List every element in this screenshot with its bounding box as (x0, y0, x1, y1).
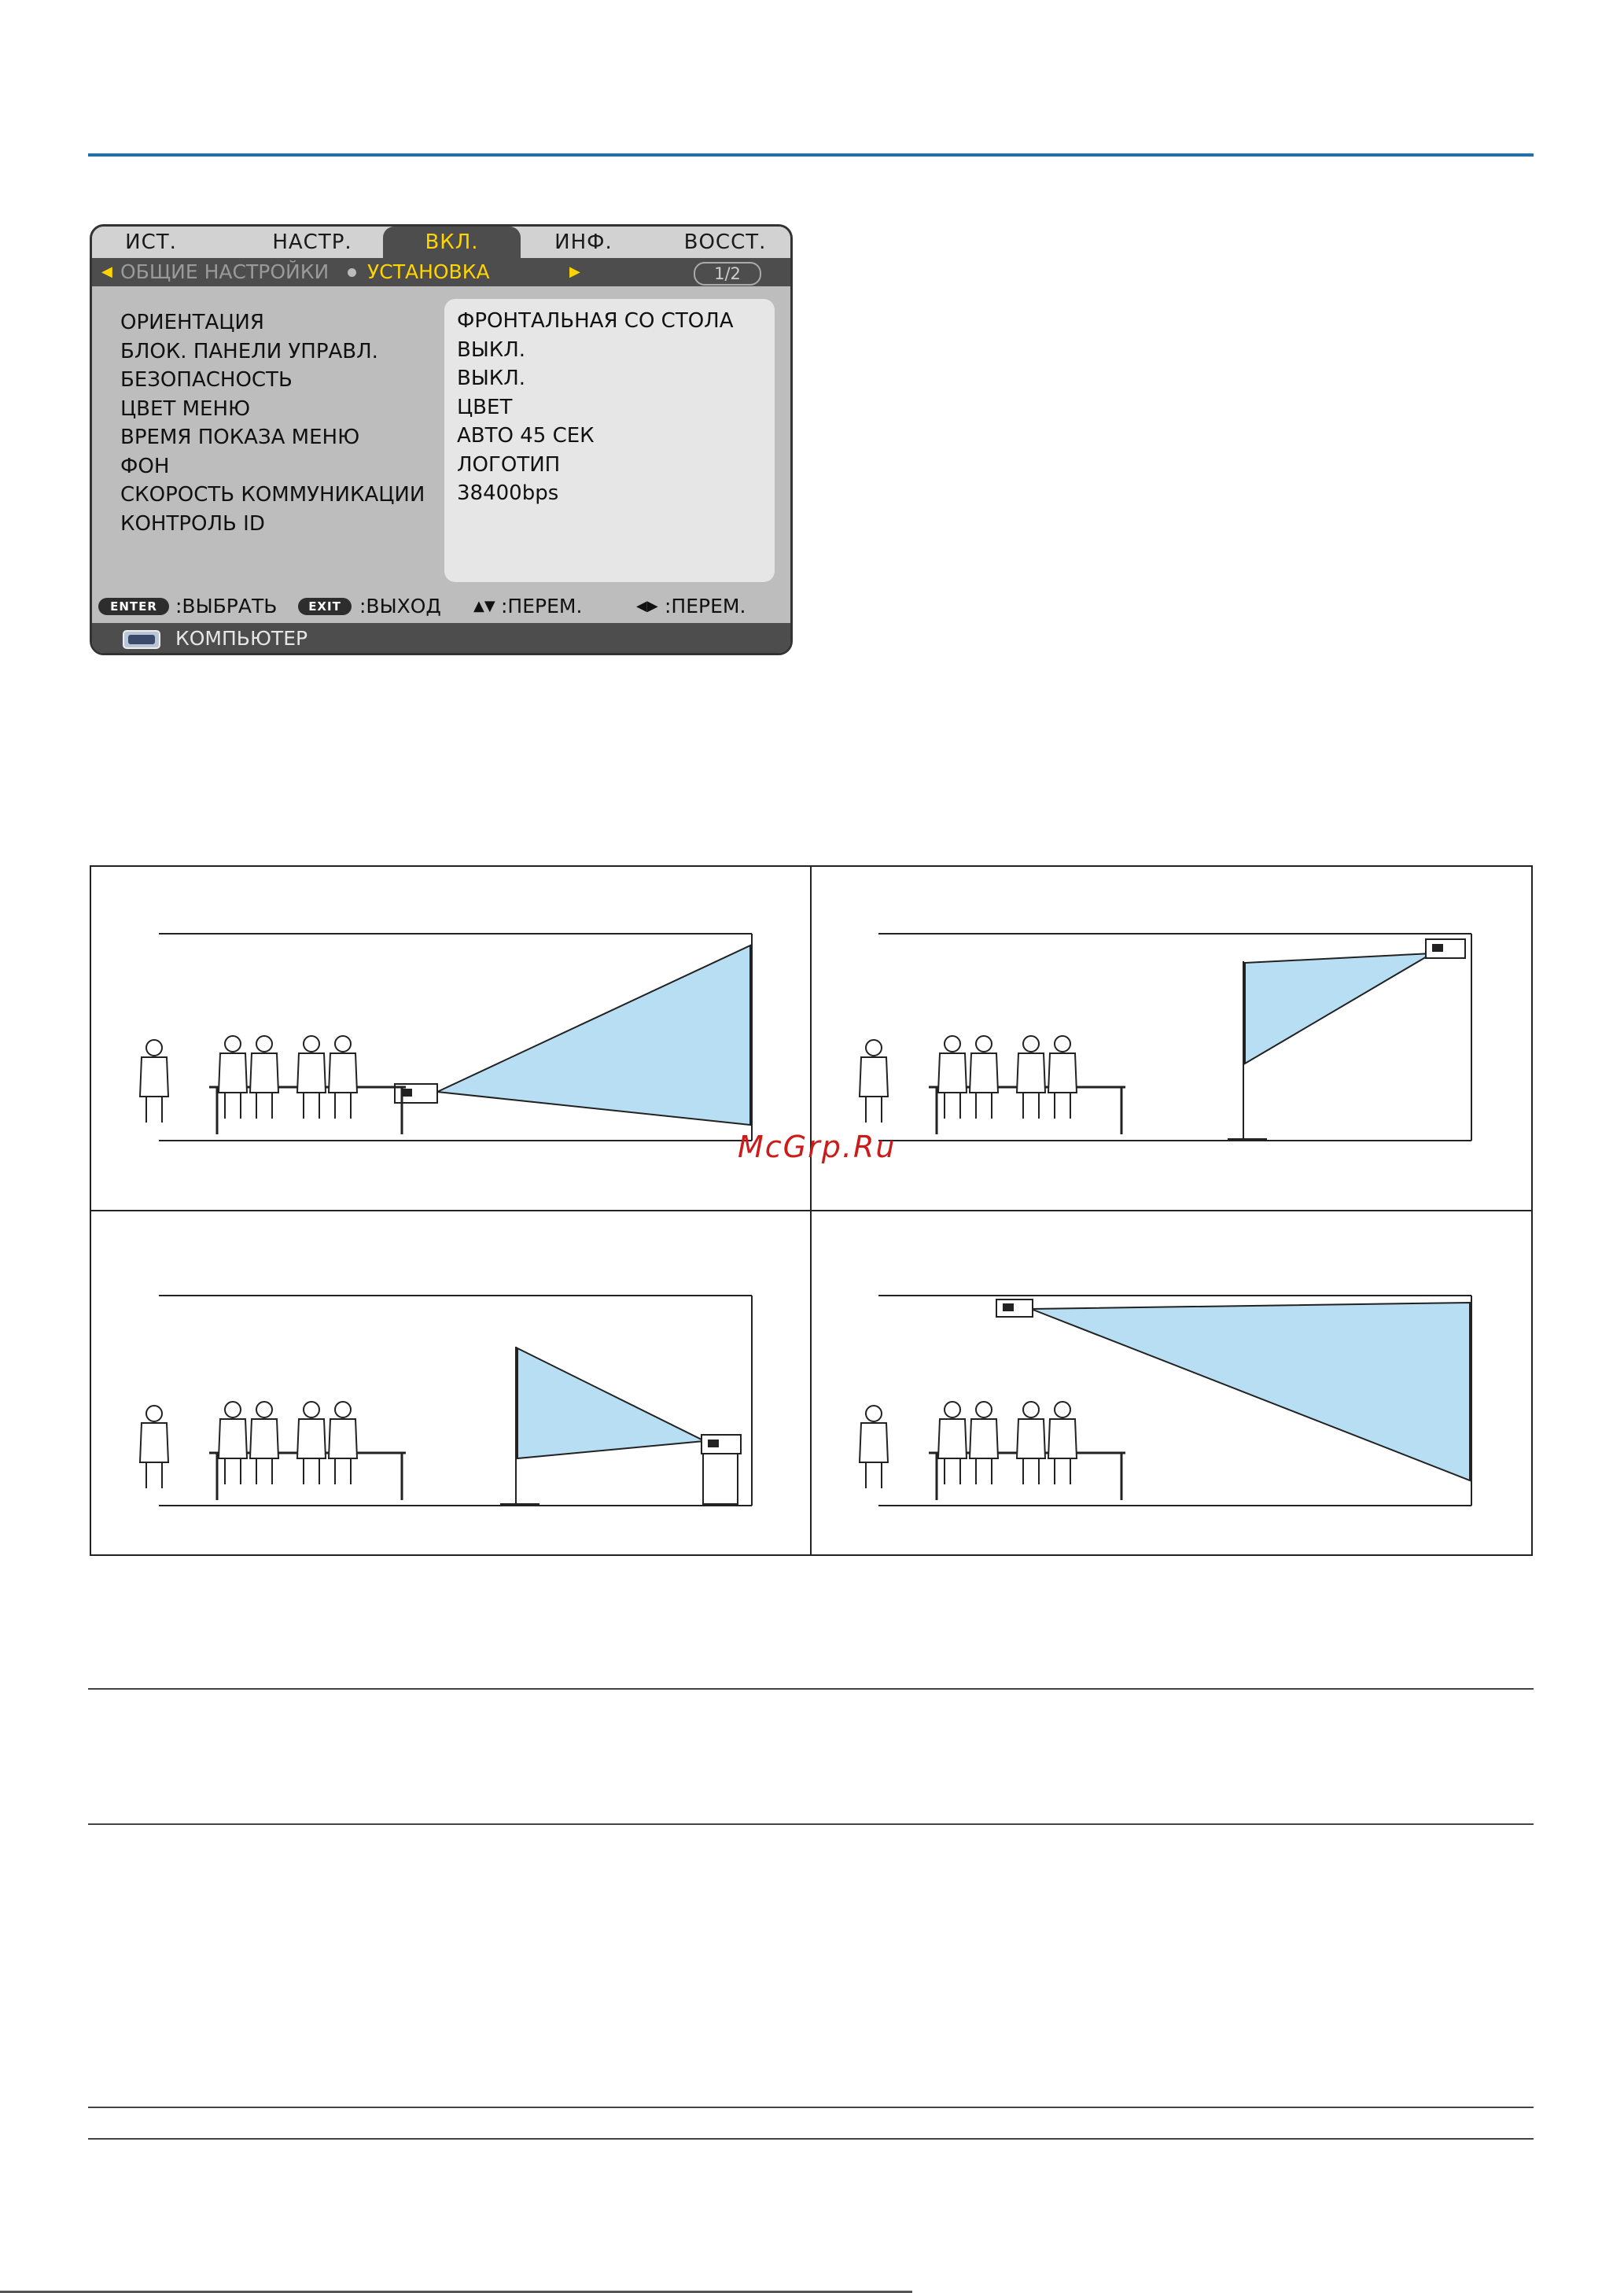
osd-item-value[interactable]: ЛОГОТИП (457, 452, 561, 477)
subtab-left-arrow-icon[interactable]: ◀ (101, 264, 112, 280)
subtab-installation[interactable]: УСТАНОВКА (367, 260, 490, 283)
osd-item-value[interactable]: ЦВЕТ (457, 395, 513, 419)
tab-source[interactable]: ИСТ. (125, 230, 177, 254)
osd-item-value[interactable] (444, 508, 775, 537)
osd-item-value[interactable]: ВЫКЛ. (457, 367, 526, 390)
help-move-vertical: :ПЕРЕМ. (501, 595, 583, 617)
source-label: КОМПЬЮТЕР (175, 627, 308, 650)
scene-ceiling-rear (858, 930, 1487, 1166)
subtab-general[interactable]: ОБЩИЕ НАСТРОЙКИ (120, 260, 330, 283)
leftright-arrow-icon: ◀▶ (636, 598, 658, 614)
help-exit: :ВЫХОД (359, 595, 441, 617)
header-rule (88, 153, 1534, 157)
audience-group (860, 1402, 1125, 1500)
rule-4 (88, 2138, 1534, 2140)
page-indicator: 1/2 (694, 262, 761, 286)
rule-2 (88, 1823, 1534, 1825)
grid-horizontal-divider (91, 1210, 1531, 1211)
osd-item-value[interactable]: 38400bps (457, 481, 559, 505)
tab-setup[interactable]: ВКЛ. (383, 227, 521, 258)
osd-subtab-bar (92, 258, 790, 286)
scene-ceiling-front (858, 1284, 1487, 1535)
exit-key-icon: EXIT (298, 598, 352, 615)
watermark: McGrp.Ru (738, 1130, 897, 1164)
audience-group (140, 1402, 406, 1500)
tab-adjust[interactable]: НАСТР. (272, 230, 352, 254)
subtab-right-arrow-icon[interactable]: ▶ (569, 264, 580, 280)
osd-item-label[interactable]: КОНТРОЛЬ ID (120, 511, 265, 536)
rule-3 (88, 2107, 1534, 2108)
audience-group (860, 1036, 1125, 1134)
scene-desk-front (138, 930, 768, 1166)
tab-reset[interactable]: ВОССТ. (683, 230, 767, 254)
osd-source-bar (92, 623, 790, 655)
audience-group (140, 1036, 406, 1134)
osd-item-label[interactable]: ФОН (120, 454, 170, 478)
subtab-separator-dot-icon (348, 268, 356, 277)
updown-arrow-icon: ▲▼ (473, 598, 495, 614)
osd-item-label[interactable]: БЕЗОПАСНОСТЬ (120, 368, 293, 392)
osd-item-label[interactable]: ЦВЕТ МЕНЮ (120, 396, 251, 421)
osd-item-value[interactable]: ФРОНТАЛЬНАЯ СО СТОЛА (457, 309, 734, 333)
osd-item-label[interactable]: ВРЕМЯ ПОКАЗА МЕНЮ (120, 426, 360, 449)
osd-tab-bar (92, 227, 790, 258)
help-select: :ВЫБРАТЬ (175, 595, 278, 617)
osd-item-label[interactable]: СКОРОСТЬ КОММУНИКАЦИИ (120, 483, 425, 507)
osd-item-label[interactable]: ОРИЕНТАЦИЯ (120, 311, 264, 334)
rule-1 (88, 1688, 1534, 1690)
osd-labels-panel (120, 308, 425, 538)
osd-item-value[interactable]: ВЫКЛ. (457, 337, 526, 362)
help-move-horizontal: :ПЕРЕМ. (665, 595, 746, 617)
osd-item-label[interactable]: БЛОК. ПАНЕЛИ УПРАВЛ. (120, 339, 378, 363)
computer-input-icon (122, 629, 161, 650)
orientation-illustrations (90, 865, 1533, 1556)
osd-values-panel (444, 299, 775, 582)
osd-item-value[interactable]: АВТО 45 СЕК (457, 424, 595, 448)
osd-help-bar (92, 590, 790, 623)
scene-desk-rear (138, 1284, 768, 1535)
osd-menu (90, 224, 793, 655)
enter-key-icon: ENTER (98, 598, 169, 615)
tab-info[interactable]: ИНФ. (554, 230, 613, 254)
